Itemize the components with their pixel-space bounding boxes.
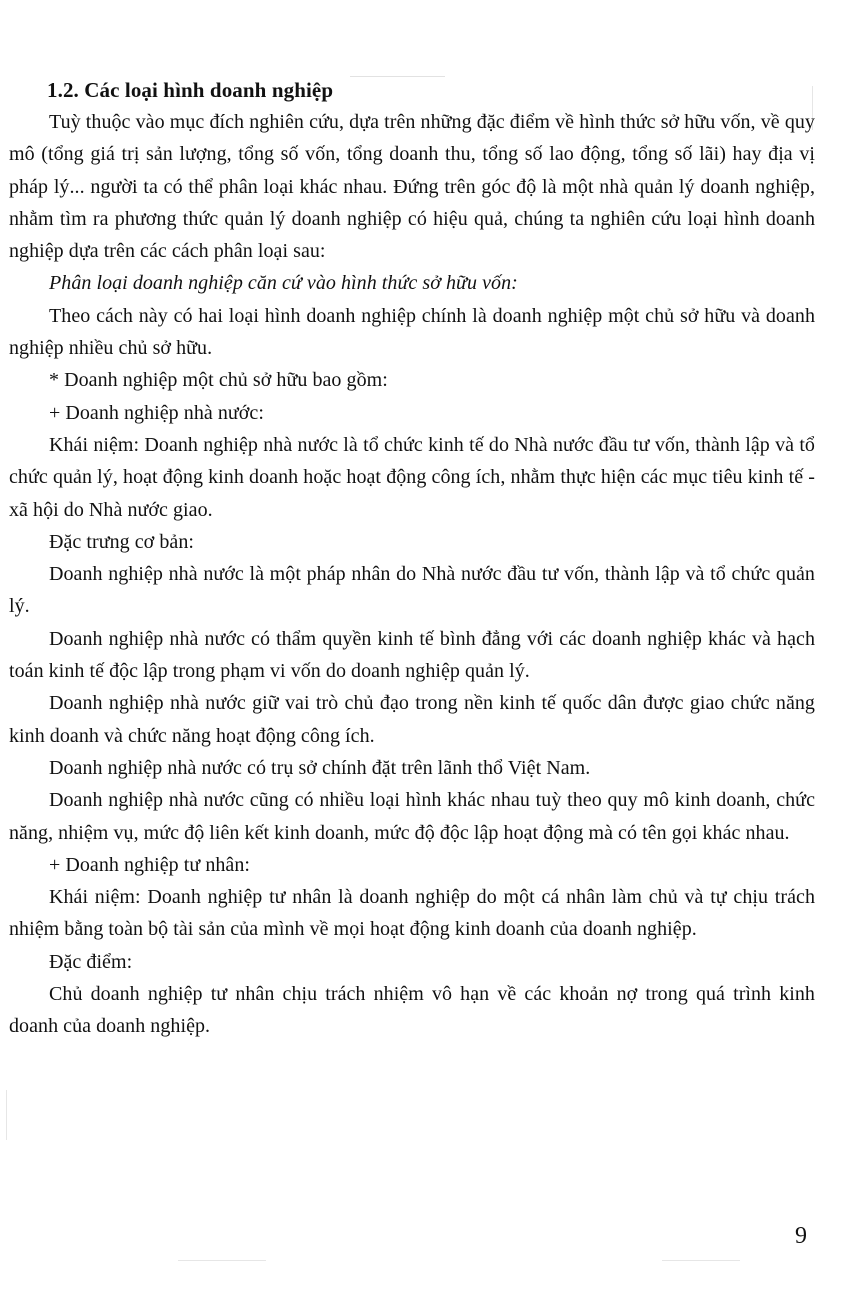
paragraph-private-definition: Khái niệm: Doanh nghiệp tư nhân là doanh nghiệp do một cá nhân làm chủ và tự chịu trách nhiệm bằng toàn bộ tài sản của mình về mọi hoạt động kinh doanh của doanh nghiệp. (9, 886, 815, 941)
section-heading: 1.2. Các loại hình doanh nghiệp (47, 78, 334, 102)
paragraph-leading-role: Doanh nghiệp nhà nước giữ vai trò chủ đạo trong nền kinh tế quốc dân được giao chức năng kinh doanh và chức năng hoạt động công ích. (9, 692, 815, 747)
list-item-private-enterprise: + Doanh nghiệp tư nhân: (49, 853, 251, 876)
list-item-state-enterprise: + Doanh nghiệp nhà nước: (49, 401, 264, 424)
paragraph-legal-entity: Doanh nghiệp nhà nước là một pháp nhân do Nhà nước đầu tư vốn, thành lập và tổ chức quản lý. (9, 563, 815, 618)
paragraph-unlimited-liability: Chủ doanh nghiệp tư nhân chịu trách nhiệm vô hạn về các khoản nợ trong quá trình kinh doanh của doanh nghiệp. (9, 983, 815, 1038)
paragraph-two-types: Theo cách này có hai loại hình doanh nghiệp chính là doanh nghiệp một chủ sở hữu và doanh nghiệp nhiều chủ sở hữu. (9, 304, 815, 360)
label-basic-characteristics: Đặc trưng cơ bản: (49, 530, 194, 553)
paragraph-state-definition: Khái niệm: Doanh nghiệp nhà nước là tổ chức kinh tế do Nhà nước đầu tư vốn, thành lập và tổ chức quản lý, hoạt động kinh doanh hoặc hoạt động công ích, nhằm thực hiện các mục tiêu kinh tế - xã hội do Nhà nước giao. (9, 433, 815, 521)
page-number: 9 (795, 1223, 807, 1249)
paragraph-various-types: Doanh nghiệp nhà nước cũng có nhiều loại hình khác nhau tuỳ theo quy mô kinh doanh, chức năng, nhiệm vụ, mức độ liên kết kinh doanh, mức độ độc lập hoạt động mà có tên gọi khác nhau. (9, 789, 815, 844)
list-heading-single-owner: * Doanh nghiệp một chủ sở hữu bao gồm: (49, 369, 388, 392)
subheading-classification: Phân loại doanh nghiệp căn cứ vào hình thức sở hữu vốn: (49, 272, 518, 295)
paragraph-intro: Tuỳ thuộc vào mục đích nghiên cứu, dựa trên những đặc điểm về hình thức sở hữu vốn, về quy mô (tổng giá trị sản lượng, tổng số vốn, tổng doanh thu, tổng số lao động, tổng số lãi) hay địa vị pháp lý... người ta có thể phân loại khác nhau. Đứng trên góc độ là một nhà quản lý doanh nghiệp, nhằm tìm ra phương thức quản lý doanh nghiệp có hiệu quả, chúng ta nghiên cứu loại hình doanh nghiệp dựa trên các cách phân loại sau: (9, 111, 815, 263)
paragraph-headquarters: Doanh nghiệp nhà nước có trụ sở chính đặt trên lãnh thổ Việt Nam. (49, 756, 591, 779)
scan-artifact-line (662, 1260, 740, 1261)
scan-artifact-line (178, 1260, 266, 1261)
paragraph-economic-authority: Doanh nghiệp nhà nước có thẩm quyền kinh tế bình đẳng với các doanh nghiệp khác và hạch toán kinh tế độc lập trong phạm vi vốn do doanh nghiệp quản lý. (9, 627, 815, 683)
document-page (9, 74, 815, 1043)
scan-artifact-edge (6, 1090, 7, 1140)
label-characteristics: Đặc điểm: (49, 950, 133, 973)
